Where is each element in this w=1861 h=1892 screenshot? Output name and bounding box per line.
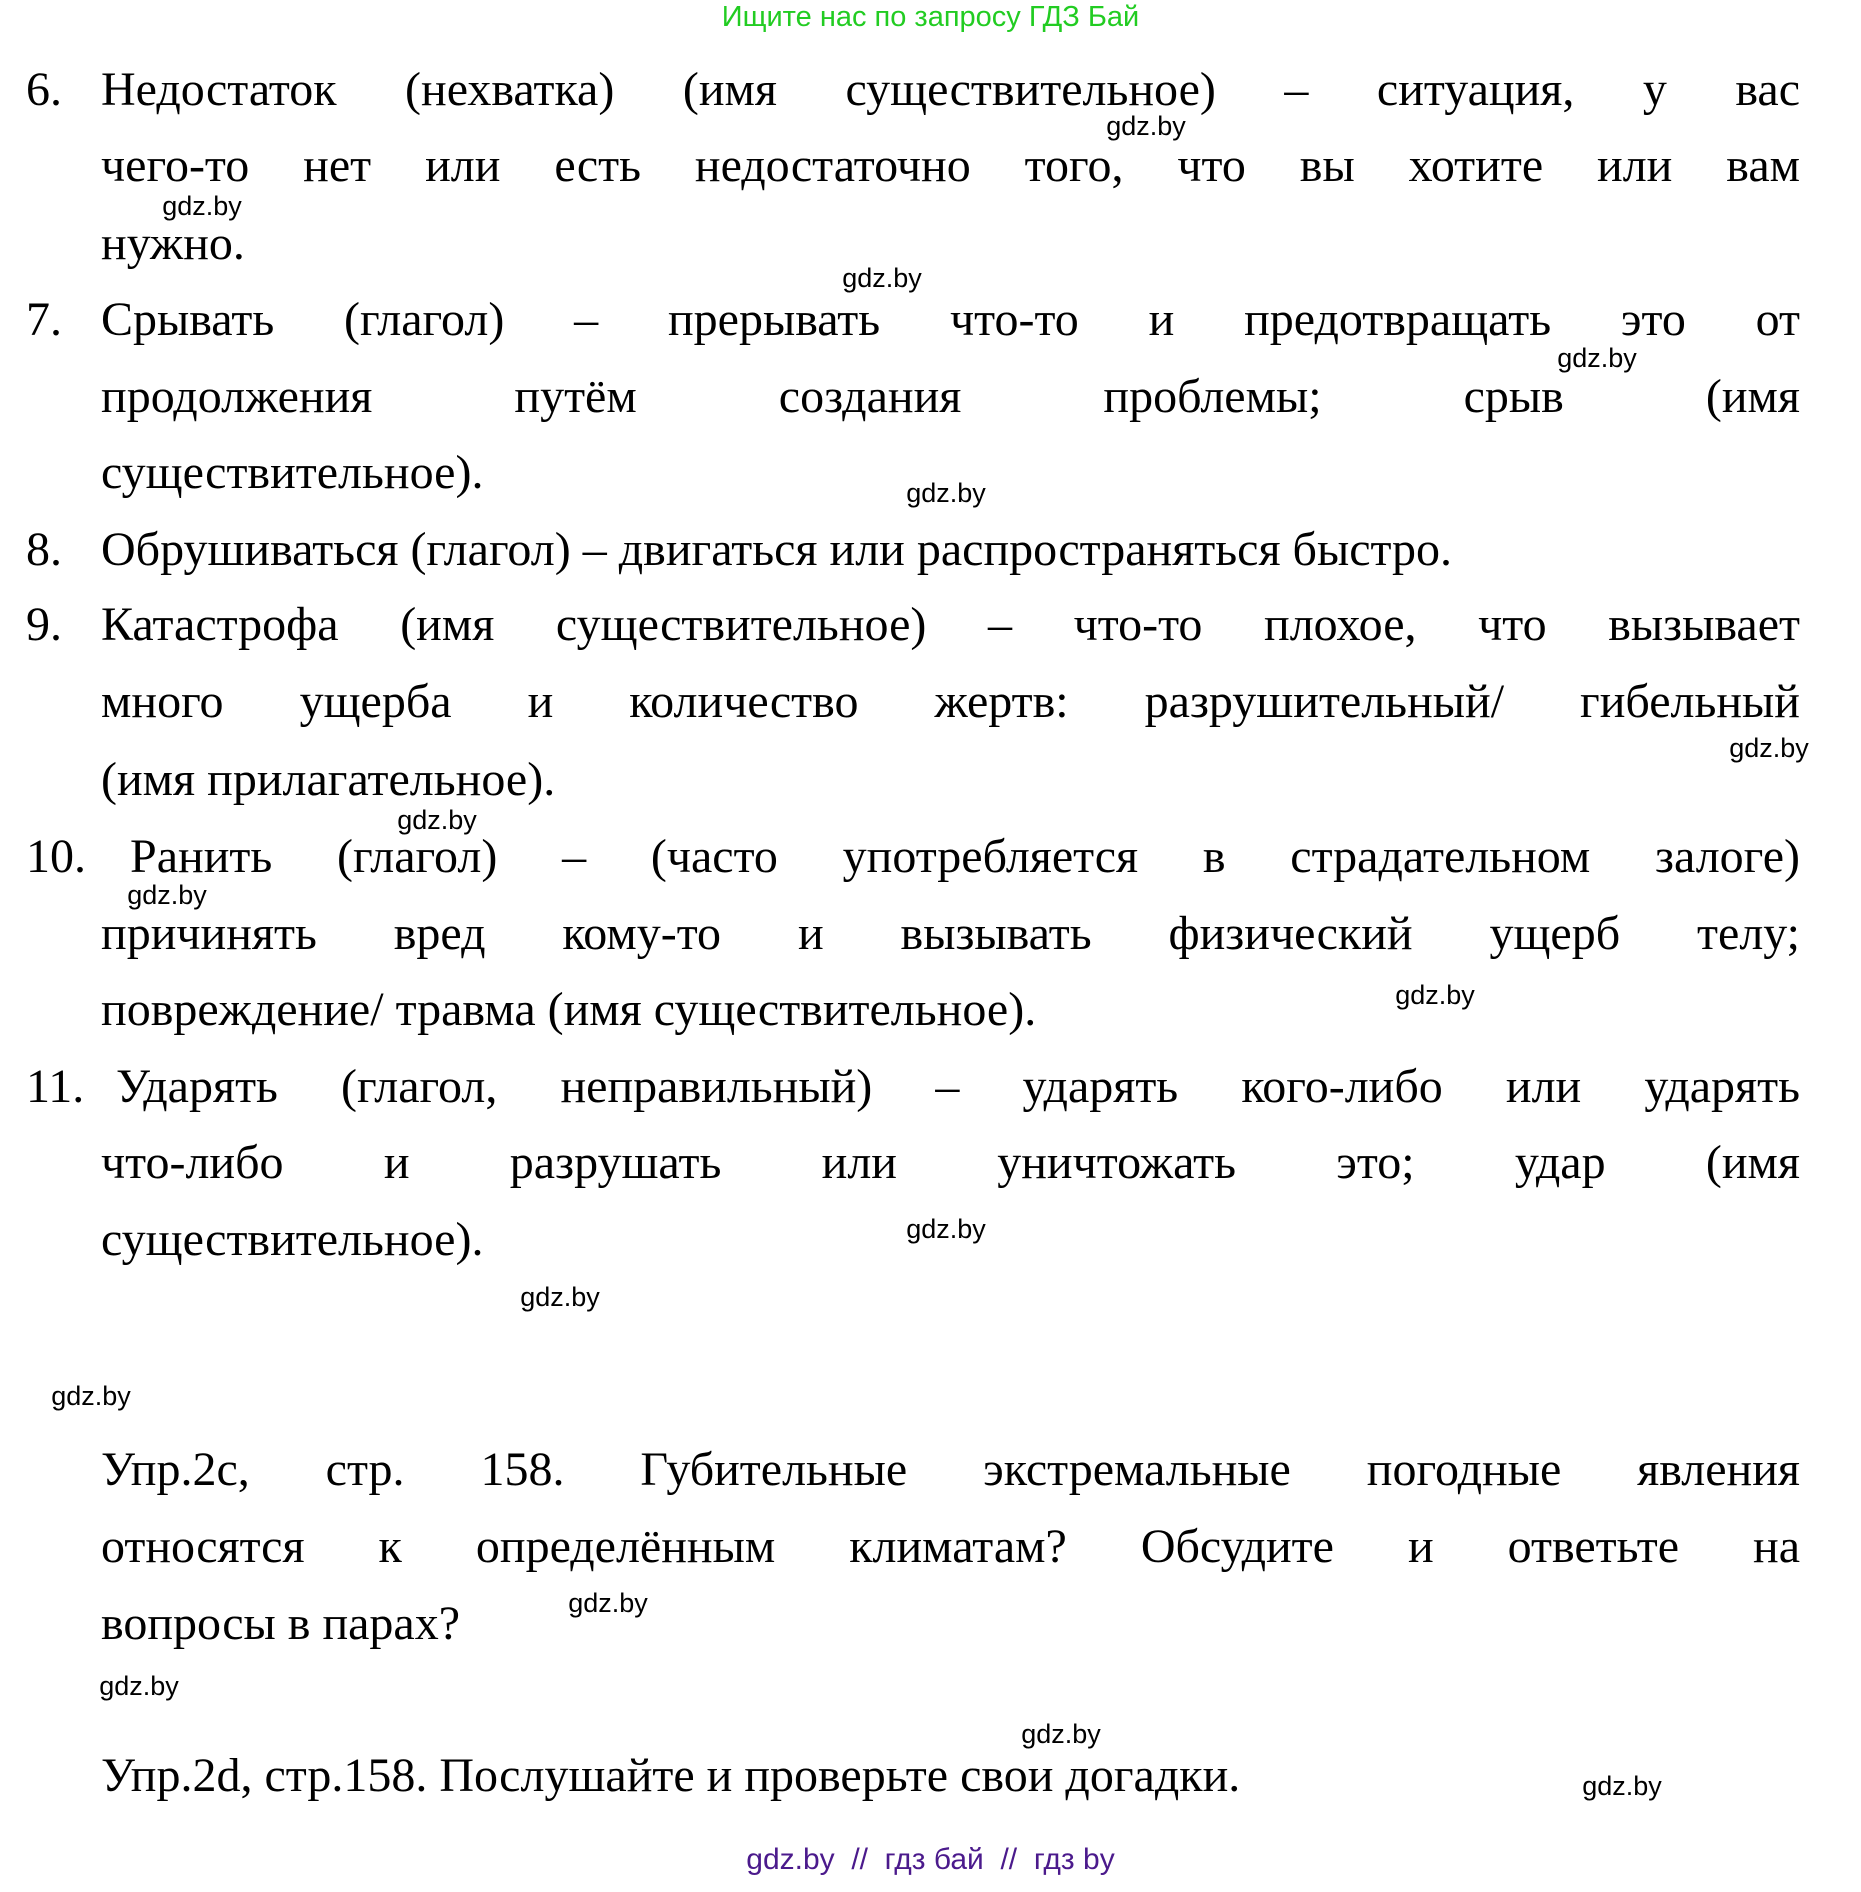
item-text-line: причинять вред кому-то и вызывать физический ущерб телу; [101, 907, 1800, 960]
exercise-2d-line: Упр.2d, стр.158. Послушайте и проверьте свои догадки. [101, 1749, 1241, 1802]
item-number: 6. [26, 63, 62, 116]
exercise-2c-line: вопросы в парах? [101, 1597, 461, 1650]
item-number: 8. [26, 523, 62, 576]
item-text-line: что-либо и разрушать или уничтожать это; удар (имя [101, 1136, 1800, 1189]
item-text-line: много ущерба и количество жертв: разрушительный/ гибельный [101, 675, 1800, 728]
item-text-line: повреждение/ травма (имя существительное). [101, 983, 1037, 1036]
watermark: gdz.by [1395, 980, 1475, 1010]
item-text-line: Ранить (глагол) – (часто употребляется в страдательном залоге) [130, 830, 1800, 883]
item-text-line: Срывать (глагол) – прерывать что-то и предотвращать это от [101, 293, 1800, 346]
watermark: gdz.by [842, 263, 922, 293]
item-text-line: чего-то нет или есть недостаточно того, что вы хотите или вам [101, 139, 1800, 192]
item-text-line: существительное). [101, 446, 484, 499]
watermark: gdz.by [906, 478, 986, 508]
item-number: 9. [26, 598, 62, 651]
item-text-line: Недостаток (нехватка) (имя существительное) – ситуация, у вас [101, 63, 1800, 116]
search-hint-banner: Ищите нас по запросу ГДЗ Бай [721, 1, 1140, 33]
item-text-line: (имя прилагательное). [101, 753, 556, 806]
item-text-line: нужно. [101, 217, 245, 270]
item-number: 7. [26, 293, 62, 346]
exercise-2c-line: Упр.2c, стр. 158. Губительные экстремальные погодные явления [101, 1443, 1800, 1496]
footer-links: gdz.by // гдз бай // гдз by [746, 1843, 1115, 1876]
item-number: 11. [26, 1060, 85, 1113]
item-text-line: Обрушиваться (глагол) – двигаться или распространяться быстро. [101, 523, 1453, 576]
watermark: gdz.by [906, 1214, 986, 1244]
item-number: 10. [26, 830, 86, 883]
item-text-line: Ударять (глагол, неправильный) – ударять кого-либо или ударять [116, 1060, 1800, 1113]
item-text-line: Катастрофа (имя существительное) – что-то плохое, что вызывает [101, 598, 1800, 651]
watermark: gdz.by [99, 1671, 179, 1701]
watermark: gdz.by [520, 1282, 600, 1312]
watermark: gdz.by [1582, 1771, 1662, 1801]
watermark: gdz.by [1729, 733, 1809, 763]
watermark: gdz.by [397, 805, 477, 835]
watermark: gdz.by [162, 191, 242, 221]
watermark: gdz.by [127, 880, 207, 910]
watermark: gdz.by [1021, 1719, 1101, 1749]
exercise-2c-line: относятся к определённым климатам? Обсудите и ответьте на [101, 1520, 1800, 1573]
watermark: gdz.by [1106, 111, 1186, 141]
item-text-line: продолжения путём создания проблемы; срыв (имя [101, 370, 1800, 423]
watermark: gdz.by [568, 1588, 648, 1618]
item-text-line: существительное). [101, 1213, 484, 1266]
watermark: gdz.by [51, 1381, 131, 1411]
watermark: gdz.by [1557, 343, 1637, 373]
